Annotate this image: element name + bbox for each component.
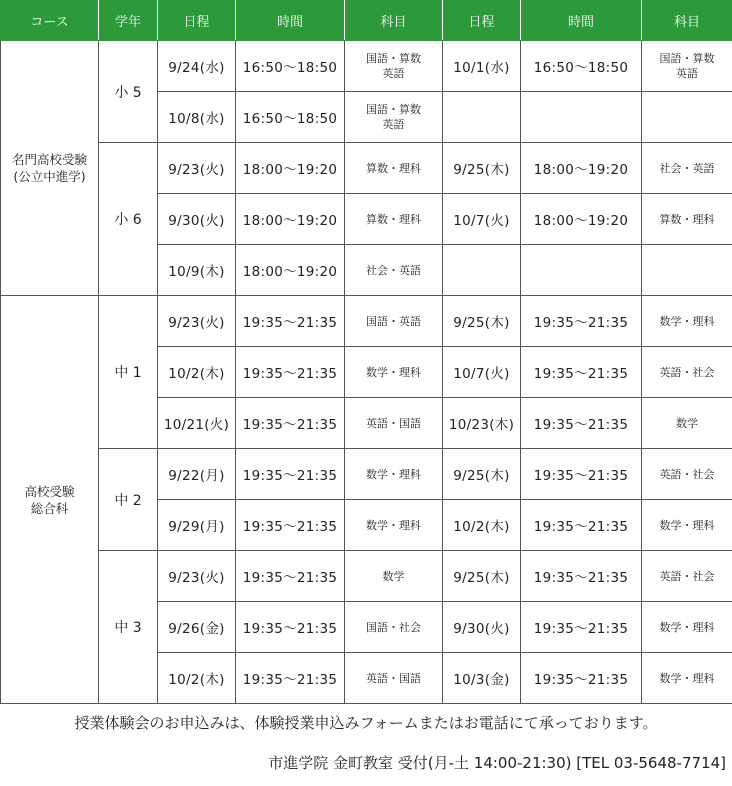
date-cell: 9/26(金): [158, 602, 236, 653]
course-name-line: 高校受験: [24, 483, 75, 499]
footer-application-note: 授業体験会のお申込みは、体験授業申込みフォームまたはお電話にて承っております。: [74, 714, 658, 732]
subject-cell: [345, 41, 443, 92]
subject-line: 国語・算数: [659, 52, 715, 65]
subject-line: 算数・理科: [366, 161, 421, 175]
time-cell: [521, 92, 642, 143]
date-cell: 9/30(火): [443, 602, 521, 653]
date-cell: 10/23(木): [443, 398, 521, 449]
subject-cell: [642, 653, 732, 704]
subject-line: 英語・社会: [659, 365, 715, 379]
header-time-1: 時間: [236, 1, 345, 41]
table-row: [1, 41, 732, 92]
header-date-1: 日程: [158, 1, 236, 41]
time-cell: 16:50〜18:50: [236, 92, 345, 143]
date-cell: 10/2(木): [443, 500, 521, 551]
time-cell: 19:35〜21:35: [521, 500, 642, 551]
header-subject-2: 科目: [642, 1, 732, 41]
subject-line: 数学・理科: [659, 314, 715, 328]
subject-line: 英語・国語: [366, 416, 421, 430]
course-cell: [1, 296, 99, 704]
subject-line: 数学: [382, 569, 405, 583]
subject-line: 英語: [676, 67, 698, 80]
subject-line: 英語: [382, 67, 405, 80]
subject-cell: [345, 245, 443, 296]
date-cell: 10/8(水): [158, 92, 236, 143]
subject-line: 国語・算数: [366, 52, 421, 65]
subject-line: 国語・英語: [366, 314, 421, 328]
subject-cell: [642, 245, 732, 296]
time-cell: 18:00〜19:20: [521, 194, 642, 245]
subject-line: 数学・理科: [366, 467, 421, 481]
date-cell: 9/25(木): [443, 551, 521, 602]
course-name-line: (公立中進学): [13, 169, 86, 184]
subject-line: 算数・理科: [366, 212, 421, 226]
time-cell: 16:50〜18:50: [236, 41, 345, 92]
subject-line: 英語・社会: [659, 467, 715, 481]
grade-cell: 中 1: [99, 296, 158, 449]
time-cell: 19:35〜21:35: [236, 653, 345, 704]
course-cell: [1, 41, 99, 296]
date-cell: [443, 245, 521, 296]
date-cell: 10/7(火): [443, 347, 521, 398]
subject-cell: [642, 194, 732, 245]
date-cell: 9/25(木): [443, 296, 521, 347]
time-cell: 19:35〜21:35: [236, 398, 345, 449]
date-cell: 9/29(月): [158, 500, 236, 551]
subject-line: 数学・理科: [659, 620, 715, 634]
time-cell: 19:35〜21:35: [236, 500, 345, 551]
time-cell: 19:35〜21:35: [521, 551, 642, 602]
subject-cell: [345, 500, 443, 551]
subject-line: 数学・理科: [366, 518, 421, 532]
subject-cell: [345, 551, 443, 602]
time-cell: 18:00〜19:20: [236, 143, 345, 194]
date-cell: [443, 92, 521, 143]
subject-line: 数学・理科: [659, 671, 715, 685]
time-cell: 19:35〜21:35: [236, 551, 345, 602]
date-cell: 9/23(火): [158, 143, 236, 194]
date-cell: 10/9(木): [158, 245, 236, 296]
date-cell: 9/30(火): [158, 194, 236, 245]
subject-line: 社会・英語: [366, 263, 421, 277]
time-cell: 18:00〜19:20: [236, 245, 345, 296]
time-cell: 18:00〜19:20: [521, 143, 642, 194]
subject-cell: [345, 653, 443, 704]
header-time-2: 時間: [521, 1, 642, 41]
time-cell: 16:50〜18:50: [521, 41, 642, 92]
time-cell: 19:35〜21:35: [236, 449, 345, 500]
subject-cell: [345, 296, 443, 347]
date-cell: 9/23(火): [158, 296, 236, 347]
date-cell: 9/24(水): [158, 41, 236, 92]
schedule-body: [1, 41, 732, 704]
subject-cell: [345, 194, 443, 245]
subject-cell: [642, 347, 732, 398]
subject-line: 国語・社会: [366, 620, 421, 634]
course-name-line: 総合科: [30, 500, 69, 516]
table-row: [1, 449, 732, 500]
time-cell: 19:35〜21:35: [236, 296, 345, 347]
subject-line: 数学・理科: [659, 518, 715, 532]
subject-line: 数学: [676, 416, 698, 430]
course-name-line: 名門高校受験: [11, 152, 87, 167]
subject-line: 社会・英語: [659, 161, 715, 175]
subject-line: 英語: [382, 118, 405, 131]
time-cell: [521, 245, 642, 296]
time-cell: 19:35〜21:35: [521, 347, 642, 398]
grade-cell: 中 3: [99, 551, 158, 704]
subject-line: 算数・理科: [659, 212, 715, 226]
subject-cell: [642, 41, 732, 92]
date-cell: 10/1(水): [443, 41, 521, 92]
time-cell: 19:35〜21:35: [521, 602, 642, 653]
date-cell: 9/22(月): [158, 449, 236, 500]
time-cell: 19:35〜21:35: [236, 602, 345, 653]
date-cell: 10/3(金): [443, 653, 521, 704]
subject-cell: [345, 449, 443, 500]
date-cell: 10/2(木): [158, 653, 236, 704]
date-cell: 10/2(木): [158, 347, 236, 398]
subject-cell: [642, 92, 732, 143]
time-cell: 19:35〜21:35: [521, 653, 642, 704]
date-cell: 10/21(火): [158, 398, 236, 449]
table-row: [1, 143, 732, 194]
date-cell: 9/25(木): [443, 143, 521, 194]
subject-cell: [345, 92, 443, 143]
subject-cell: [345, 143, 443, 194]
grade-cell: 中 2: [99, 449, 158, 551]
subject-cell: [642, 602, 732, 653]
date-cell: 9/23(火): [158, 551, 236, 602]
table-row: [1, 551, 732, 602]
subject-line: 数学・理科: [366, 365, 421, 379]
time-cell: 18:00〜19:20: [236, 194, 345, 245]
time-cell: 19:35〜21:35: [521, 398, 642, 449]
header-date-2: 日程: [443, 1, 521, 41]
date-cell: 9/25(木): [443, 449, 521, 500]
time-cell: 19:35〜21:35: [236, 347, 345, 398]
time-cell: 19:35〜21:35: [521, 296, 642, 347]
grade-cell: 小 5: [99, 41, 158, 143]
subject-cell: [642, 551, 732, 602]
subject-cell: [642, 449, 732, 500]
time-cell: 19:35〜21:35: [521, 449, 642, 500]
subject-cell: [642, 143, 732, 194]
subject-cell: [642, 500, 732, 551]
grade-cell: 小 6: [99, 143, 158, 296]
table-row: [1, 296, 732, 347]
footer-contact-info: 市進学院 金町教室 受付(月-土 14:00-21:30) [TEL 03-5648-7714]: [268, 754, 726, 772]
subject-cell: [345, 398, 443, 449]
date-cell: 10/7(火): [443, 194, 521, 245]
header-course: コース: [1, 1, 99, 41]
header-row: [1, 1, 732, 41]
header-grade: 学年: [99, 1, 158, 41]
subject-cell: [642, 398, 732, 449]
subject-line: 英語・国語: [366, 671, 421, 685]
subject-line: 国語・算数: [366, 103, 421, 116]
subject-cell: [345, 347, 443, 398]
subject-line: 英語・社会: [659, 569, 715, 583]
subject-cell: [642, 296, 732, 347]
header-subject-1: 科目: [345, 1, 443, 41]
subject-cell: [345, 602, 443, 653]
